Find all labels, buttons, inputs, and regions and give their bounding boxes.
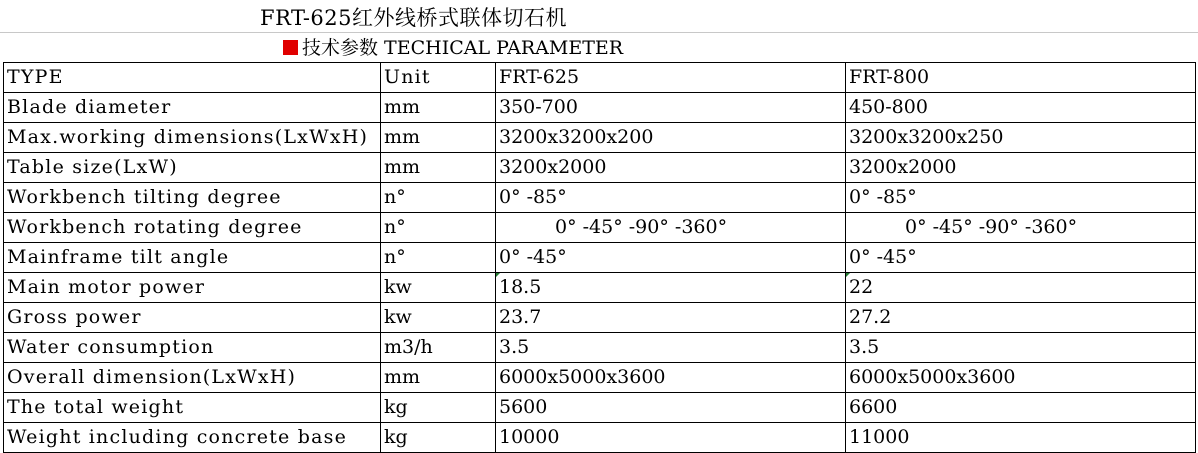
param-name-cell: The total weight [4,393,381,423]
table-row [4,153,1196,183]
header-cell-frt-800: FRT-800 [846,63,1196,93]
param-name-cell: Max.working dimensions(LxWxH) [4,123,381,153]
red-square-icon [283,40,298,55]
header-cell-unit: Unit [381,63,496,93]
frt-800-value-cell: 3200x3200x250 [846,123,1196,153]
frt-625-value-cell: 10000 [496,423,846,453]
unit-cell: mm [381,153,496,183]
table-row [4,303,1196,333]
frt-625-value-cell: 0° -45° [496,243,846,273]
table-row [4,363,1196,393]
frt-625-value-cell: 3200x3200x200 [496,123,846,153]
unit-cell: mm [381,123,496,153]
section-heading [283,35,623,61]
header-cell-type: TYPE [4,63,381,93]
param-name-cell: Workbench tilting degree [4,183,381,213]
unit-cell: kw [381,303,496,333]
unit-cell: kg [381,423,496,453]
frt-800-value-cell: 11000 [846,423,1196,453]
frt-625-value-cell: 23.7 [496,303,846,333]
param-name-cell: Workbench rotating degree [4,213,381,243]
table-header-row [4,63,1196,93]
unit-cell: n° [381,183,496,213]
param-name-cell: Blade diameter [4,93,381,123]
frt-800-value-cell: 0° -45° -90° -360° [846,213,1196,243]
unit-cell: mm [381,93,496,123]
frt-625-value-cell: 3.5 [496,333,846,363]
param-name-cell: Gross power [4,303,381,333]
frt-625-value-cell: 350-700 [496,93,846,123]
table-row [4,243,1196,273]
header-cell-frt-625: FRT-625 [496,63,846,93]
table-row [4,93,1196,123]
frt-625-value-cell: 0° -85° [496,183,846,213]
frt-625-value-cell: 0° -45° -90° -360° [496,213,846,243]
unit-cell: n° [381,243,496,273]
frt-800-value-cell: 6600 [846,393,1196,423]
table-row [4,213,1196,243]
frt-625-value-cell: 3200x2000 [496,153,846,183]
unit-cell: mm [381,363,496,393]
frt-625-value-cell: 18.5 [496,273,846,303]
frt-800-value-cell: 27.2 [846,303,1196,333]
frt-800-value-cell: 6000x5000x3600 [846,363,1196,393]
table-row [4,273,1196,303]
param-name-cell: Table size(LxW) [4,153,381,183]
table-row [4,123,1196,153]
param-name-cell: Overall dimension(LxWxH) [4,363,381,393]
frt-800-value-cell: 3.5 [846,333,1196,363]
table-row [4,393,1196,423]
unit-cell: kg [381,393,496,423]
frt-625-value-cell: 6000x5000x3600 [496,363,846,393]
parameter-table [3,62,1196,453]
param-name-cell: Weight including concrete base [4,423,381,453]
param-name-cell: Main motor power [4,273,381,303]
table-row [4,183,1196,213]
section-heading-text: 技术参数 TECHICAL PARAMETER [302,37,624,59]
unit-cell: n° [381,213,496,243]
frt-800-value-cell: 22 [846,273,1196,303]
table-row [4,423,1196,453]
param-name-cell: Mainframe tilt angle [4,243,381,273]
unit-cell: kw [381,273,496,303]
unit-cell: m3/h [381,333,496,363]
frt-800-value-cell: 3200x2000 [846,153,1196,183]
page-title: FRT-625红外线桥式联体切石机 [260,6,567,30]
frt-625-value-cell: 5600 [496,393,846,423]
frt-800-value-cell: 0° -85° [846,183,1196,213]
frt-800-value-cell: 450-800 [846,93,1196,123]
param-name-cell: Water consumption [4,333,381,363]
frt-800-value-cell: 0° -45° [846,243,1196,273]
table-row [4,333,1196,363]
top-divider [0,32,1198,33]
